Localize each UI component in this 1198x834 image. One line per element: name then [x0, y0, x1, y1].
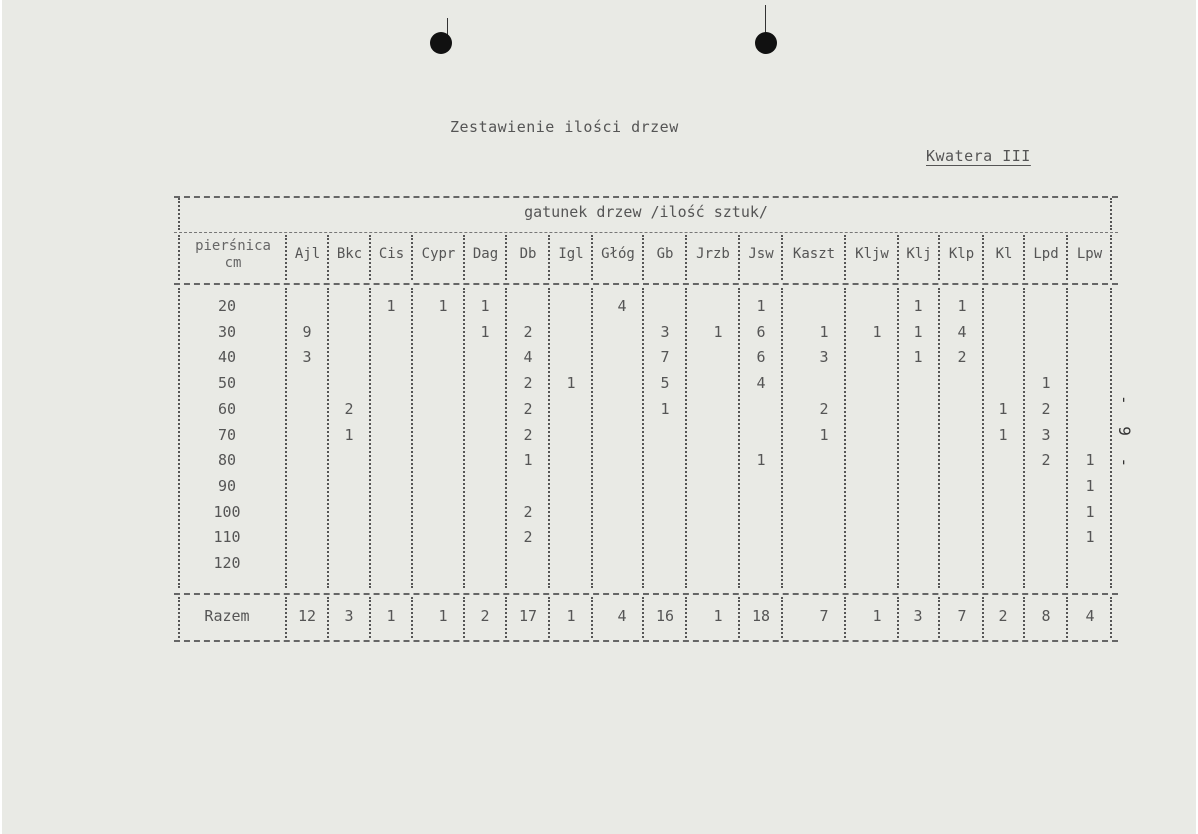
column-separator: [285, 288, 287, 588]
column-separator: [1110, 198, 1112, 230]
count-cell: 1: [756, 297, 766, 315]
count-cell: 1: [913, 297, 923, 315]
column-separator: [982, 235, 984, 280]
count-cell: 1: [480, 297, 490, 315]
column-separator: [738, 288, 740, 588]
species-column-header: Dag: [472, 246, 499, 262]
column-separator: [548, 235, 550, 280]
count-cell: 1: [344, 425, 354, 444]
column-separator: [505, 235, 507, 280]
column-separator: [738, 597, 740, 638]
total-cell: 1: [713, 607, 723, 625]
column-separator: [938, 597, 940, 638]
count-cell: 7: [660, 348, 670, 367]
column-separator: [463, 288, 465, 588]
column-separator: [938, 288, 940, 588]
species-column-header: Ajl: [294, 246, 321, 262]
column-separator: [591, 235, 593, 280]
column-separator: [897, 235, 899, 280]
total-cell: 2: [480, 607, 490, 625]
total-cell: 7: [957, 607, 967, 625]
count-cell: 1: [713, 322, 723, 341]
total-cell: 3: [913, 607, 923, 625]
total-cell: 7: [819, 607, 829, 625]
column-separator: [982, 288, 984, 588]
total-cell: 16: [655, 607, 675, 625]
species-column-header: Lpw: [1076, 246, 1103, 262]
count-cell: 1: [998, 425, 1008, 444]
count-cell: 1: [756, 451, 766, 470]
column-separator: [781, 235, 783, 280]
column-separator: [1023, 597, 1025, 638]
count-cell: 6: [756, 348, 766, 367]
count-cell: 1: [998, 399, 1008, 418]
column-separator: [178, 235, 180, 280]
total-cell: 1: [872, 607, 882, 625]
document-page: [2, 0, 1196, 834]
count-cell: 4: [957, 322, 967, 341]
dbh-row-label: 120: [213, 554, 241, 572]
count-cell: 1: [438, 297, 448, 315]
column-separator: [938, 235, 940, 280]
count-cell: 5: [660, 374, 670, 393]
count-cell: 2: [1041, 399, 1051, 418]
column-separator: [844, 597, 846, 638]
count-cell: 2: [523, 399, 533, 418]
count-cell: 1: [957, 297, 967, 315]
count-cell: 2: [1041, 451, 1051, 470]
column-separator: [411, 288, 413, 588]
count-cell: 1: [1085, 451, 1095, 470]
total-cell: 17: [518, 607, 538, 625]
dbh-row-label: 50: [217, 374, 237, 393]
count-cell: 9: [302, 322, 312, 341]
count-cell: 1: [819, 425, 829, 444]
species-column-header: Lpd: [1033, 246, 1059, 262]
dbh-column-header: [182, 238, 284, 272]
count-cell: 1: [660, 399, 670, 418]
count-cell: 1: [913, 322, 923, 341]
column-separator: [844, 288, 846, 588]
dbh-row-label: 90: [217, 476, 237, 495]
species-column-header: Cypr: [421, 246, 456, 262]
page-number: - 9 -: [1115, 395, 1134, 474]
column-separator: [1023, 288, 1025, 588]
column-header-rule: [174, 283, 1118, 285]
column-separator: [548, 288, 550, 588]
column-separator: [897, 288, 899, 588]
total-cell: 1: [566, 607, 576, 625]
count-cell: 3: [302, 348, 312, 367]
count-cell: 1: [523, 451, 533, 470]
dbh-row-label: 70: [217, 425, 237, 444]
species-column-header: Jsw: [748, 246, 774, 262]
count-cell: 2: [523, 528, 533, 547]
column-separator: [1066, 235, 1068, 280]
column-separator: [505, 288, 507, 588]
column-separator: [411, 597, 413, 638]
count-cell: 1: [480, 322, 490, 341]
document-title: Zestawienie ilości drzew: [450, 118, 679, 136]
column-separator: [1110, 235, 1112, 280]
punch-hole-right: [755, 32, 777, 54]
column-separator: [411, 235, 413, 280]
count-cell: 2: [523, 502, 533, 521]
column-separator: [685, 235, 687, 280]
column-separator: [642, 288, 644, 588]
column-separator: [1110, 288, 1112, 588]
total-cell: 1: [438, 607, 448, 625]
column-separator: [685, 597, 687, 638]
species-column-header: Kl: [995, 246, 1013, 262]
count-cell: 2: [523, 425, 533, 444]
column-separator: [685, 288, 687, 588]
dbh-row-label: 100: [213, 502, 241, 521]
count-cell: 2: [523, 374, 533, 393]
punch-line-right: [765, 5, 766, 35]
species-group-header: gatunek drzew /ilość sztuk/: [524, 203, 768, 221]
species-column-header: Gb: [656, 246, 674, 262]
dbh-row-label: 110: [213, 528, 241, 547]
count-cell: 1: [1085, 476, 1095, 495]
column-separator: [642, 235, 644, 280]
total-cell: 12: [297, 607, 317, 625]
group-header-rule: [174, 232, 1118, 233]
count-cell: 1: [913, 348, 923, 367]
column-separator: [369, 235, 371, 280]
dbh-row-label: 60: [217, 399, 237, 418]
count-cell: 1: [566, 374, 576, 393]
table-top-rule: [174, 196, 1118, 198]
total-cell: 2: [998, 607, 1008, 625]
column-separator: [178, 198, 180, 230]
dbh-row-label: 30: [217, 322, 237, 341]
dbh-row-label: 20: [217, 297, 237, 315]
column-separator: [1110, 597, 1112, 638]
species-column-header: Jrzb: [696, 246, 730, 262]
total-cell: 8: [1041, 607, 1051, 625]
total-row-label: Razem: [204, 607, 250, 625]
column-separator: [982, 597, 984, 638]
count-cell: 2: [957, 348, 967, 367]
column-separator: [327, 288, 329, 588]
count-cell: 1: [386, 297, 396, 315]
total-cell: 4: [617, 607, 627, 625]
species-column-header: Bkc: [336, 246, 363, 262]
total-cell: 3: [344, 607, 354, 625]
species-column-header: Cis: [378, 246, 405, 262]
column-separator: [463, 597, 465, 638]
column-separator: [463, 235, 465, 280]
column-separator: [369, 288, 371, 588]
column-separator: [781, 288, 783, 588]
column-separator: [548, 597, 550, 638]
quarter-label: Kwatera III: [926, 147, 1031, 165]
count-cell: 1: [819, 322, 829, 341]
count-cell: 1: [1085, 502, 1095, 521]
column-separator: [285, 235, 287, 280]
count-cell: 4: [756, 374, 766, 393]
count-cell: 1: [1085, 528, 1095, 547]
dbh-header-line1: pierśnica: [195, 238, 271, 254]
count-cell: 1: [872, 322, 882, 341]
species-column-header: Db: [519, 246, 537, 262]
species-column-header: Klj: [906, 246, 932, 262]
column-separator: [178, 288, 180, 588]
count-cell: 4: [523, 348, 533, 367]
column-separator: [642, 597, 644, 638]
column-separator: [897, 597, 899, 638]
table-bottom-rule: [174, 640, 1118, 642]
count-cell: 3: [819, 348, 829, 367]
column-separator: [327, 597, 329, 638]
column-separator: [505, 597, 507, 638]
count-cell: 2: [523, 322, 533, 341]
count-cell: 6: [756, 322, 766, 341]
count-cell: 1: [1041, 374, 1051, 393]
species-column-header: Kaszt: [792, 246, 836, 262]
species-column-header: Kljw: [855, 246, 889, 262]
column-separator: [591, 288, 593, 588]
column-separator: [844, 235, 846, 280]
dbh-header-line2: cm: [224, 255, 242, 271]
species-column-header: Igl: [558, 246, 584, 262]
total-cell: 4: [1085, 607, 1095, 625]
column-separator: [369, 597, 371, 638]
column-separator: [1066, 597, 1068, 638]
column-separator: [738, 235, 740, 280]
column-separator: [781, 597, 783, 638]
count-cell: 2: [344, 399, 354, 418]
total-cell: 1: [386, 607, 396, 625]
species-column-header: Głóg: [601, 246, 635, 262]
count-cell: 4: [617, 297, 627, 315]
total-cell: 18: [751, 607, 771, 625]
count-cell: 3: [1041, 425, 1051, 444]
column-separator: [591, 597, 593, 638]
dbh-row-label: 40: [217, 348, 237, 367]
species-column-header: Klp: [948, 246, 975, 262]
count-cell: 2: [819, 399, 829, 418]
column-separator: [285, 597, 287, 638]
column-separator: [327, 235, 329, 280]
count-cell: 3: [660, 322, 670, 341]
total-top-rule: [174, 593, 1118, 595]
punch-hole-left: [430, 32, 452, 54]
dbh-row-label: 80: [217, 451, 237, 470]
column-separator: [1023, 235, 1025, 280]
column-separator: [178, 597, 180, 638]
column-separator: [1066, 288, 1068, 588]
